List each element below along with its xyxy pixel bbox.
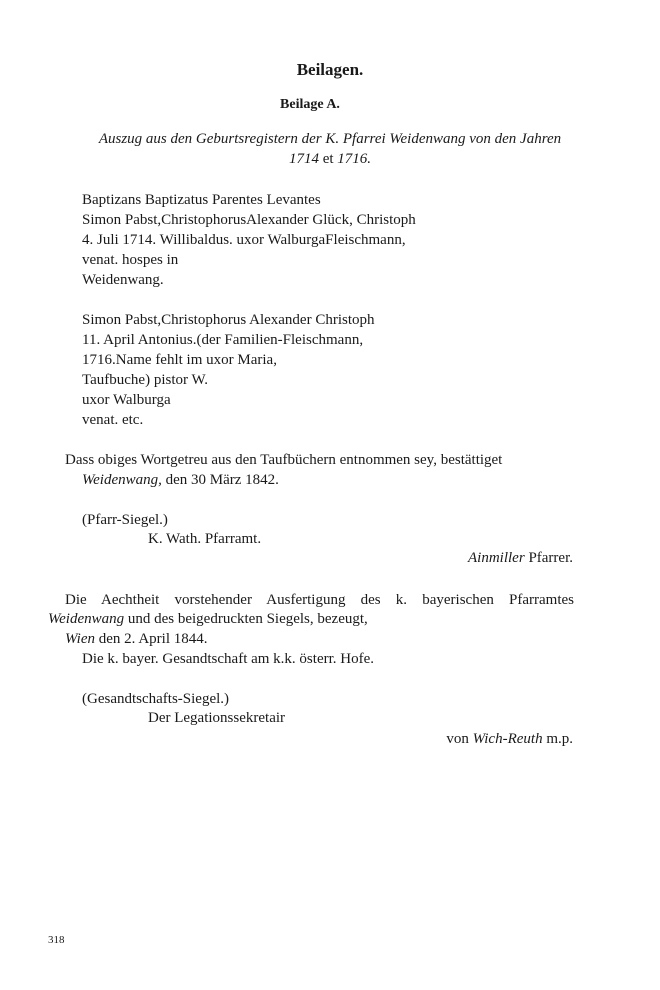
- certification-line-1: Dass obiges Wortgetreu aus den Taufbüchern entnommen sey, bestättiget: [65, 452, 503, 468]
- legation-office: Der Legationssekretair: [148, 710, 286, 726]
- legation-seal: (Gesandtschafts-Siegel.): [82, 691, 230, 707]
- intro-year-2: 1716.: [337, 151, 372, 167]
- register-2-line-1: Simon Pabst,Christophorus Alexander Christoph: [82, 312, 375, 328]
- intro-line-1: Auszug aus den Geburtsregistern der K. Pfarrei Weidenwang von den Jahren: [98, 131, 562, 147]
- certification-place: Weidenwang,: [82, 472, 162, 488]
- register-1-line-5: Weidenwang.: [82, 272, 164, 288]
- authentication-place: Weidenwang: [48, 611, 125, 627]
- certification-line-2: [82, 470, 279, 490]
- appendix-title: Beilage A.: [280, 97, 340, 112]
- authentication-line-4: Die k. bayer. Gesandtschaft am k.k. österr. Hofe.: [82, 651, 374, 667]
- register-1-line-1: Baptizans Baptizatus Parentes Levantes: [82, 192, 321, 208]
- register-2-line-5: uxor Walburga: [82, 392, 171, 408]
- certification-date: den 30 März 1842.: [161, 472, 279, 488]
- authentication-line-3: [65, 629, 208, 649]
- legation-signature: [446, 729, 573, 749]
- authentication-line-1: Die Aechtheit vorstehender Ausfertigung des k. bayerischen Pfarramtes: [65, 592, 574, 608]
- pastor-name: Ainmiller: [468, 550, 525, 566]
- secretary-name: Wich-Reuth: [472, 731, 543, 747]
- pastor-title: Pfarrer.: [524, 550, 573, 566]
- authentication-line-2: [48, 609, 368, 629]
- authentication-line-2-rest: und des beigedruckten Siegels, bezeugt,: [124, 611, 368, 627]
- pastor-signature: [468, 548, 573, 568]
- register-2-line-6: venat. etc.: [82, 412, 144, 428]
- register-1-line-3: 4. Juli 1714. Willibaldus. uxor WalburgaFleischmann,: [82, 232, 406, 248]
- signature-prefix: von: [446, 731, 473, 747]
- page-number: 318: [48, 934, 65, 946]
- parish-seal: (Pfarr-Siegel.): [82, 512, 168, 528]
- register-1-line-2: Simon Pabst,ChristophorusAlexander Glück, Christoph: [82, 212, 416, 228]
- parish-office: K. Wath. Pfarramt.: [148, 531, 262, 547]
- authentication-date: den 2. April 1844.: [95, 631, 208, 647]
- register-2-line-2: 11. April Antonius.(der Familien-Fleischmann,: [82, 332, 364, 348]
- register-1-line-4: venat. hospes in: [82, 252, 179, 268]
- intro-et: et: [318, 151, 338, 167]
- signature-suffix: m.p.: [542, 731, 573, 747]
- register-2-line-4: Taufbuche) pistor W.: [82, 372, 209, 388]
- page-heading: Beilagen.: [296, 60, 364, 79]
- authentication-city: Wien: [65, 631, 95, 647]
- intro-line-2: [0, 149, 660, 169]
- intro-year-1: 1714: [288, 151, 319, 167]
- register-2-line-3: 1716.Name fehlt im uxor Maria,: [82, 352, 277, 368]
